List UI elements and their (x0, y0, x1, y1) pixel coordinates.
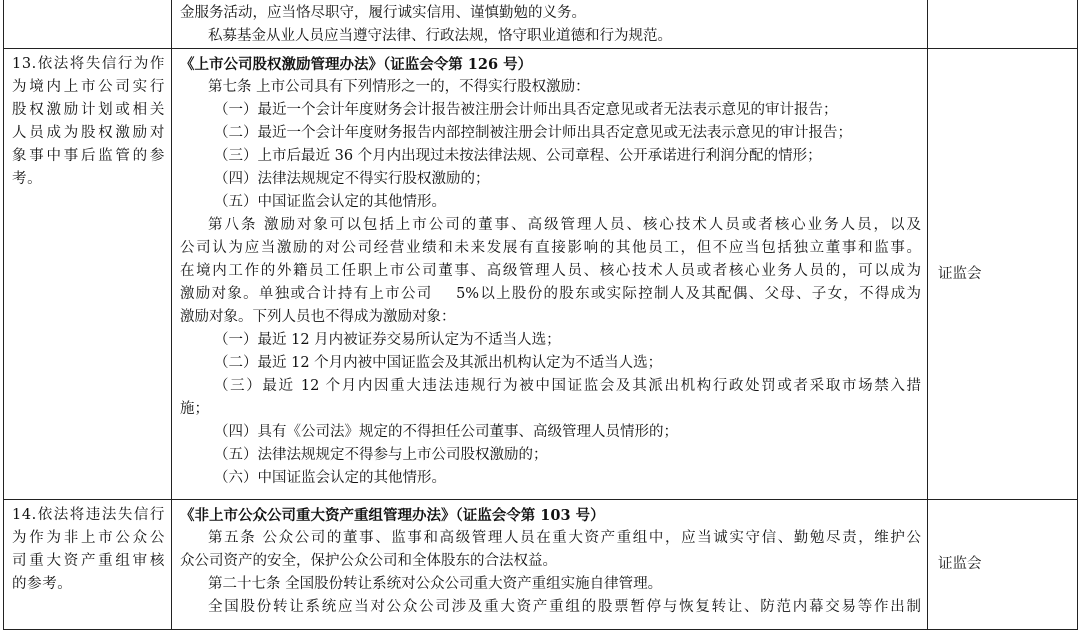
agency-cell (928, 49, 1078, 500)
measure-text-line: 为境内上市公司实行 (12, 79, 165, 95)
measure-text-line: 象事中事后监管的参 (12, 148, 165, 164)
text-line: 私募基金从业人员应当遵守法律、行政法规，恪守职业道德和行为规范。 (208, 28, 672, 44)
clause-line: （六）中国证监会认定的其他情形。 (214, 470, 446, 486)
measure-text-line: 人员成为股权激励对 (12, 125, 165, 141)
article-line: 第二十七条 全国股份转让系统对公众公司重大资产重组实施自律管理。 (208, 576, 663, 592)
regulation-title: 《非上市公众公司重大资产重组管理办法》（证监会令第 103 号） (180, 507, 605, 524)
table-row-continuation (4, 0, 1078, 49)
article-line: 在境内工作的外籍员工任职上市公司董事、高级管理人员、核心技术人员或者核心业务人员的，可以成为 (180, 263, 921, 279)
clause-line: （三）最近 12 个月内因重大违法违规行为被中国证监会及其派出机构行政处罚或者采取市场禁入措 (214, 378, 921, 394)
article-line: 第七条 上市公司具有下列情形之一的，不得实行股权激励： (208, 79, 590, 95)
agency-label: 证监会 (938, 556, 982, 572)
regulation-title: 《上市公司股权激励管理办法》（证监会令第 126 号） (180, 56, 533, 73)
measure-text-line: 14.依法将违法失信行 (12, 507, 165, 523)
measure-text-line: 考。 (12, 171, 43, 187)
article-line: 第五条 公众公司的董事、监事和高级管理人员在重大资产重组中，应当诚实守信、勤勉尽责，维护公 (208, 530, 921, 546)
agency-cell (928, 500, 1078, 630)
clause-line: （四）具有《公司法》规定的不得担任公司董事、高级管理人员情形的； (214, 424, 678, 440)
regulation-table (3, 0, 1078, 630)
clause-line: （五）法律法规规定不得参与上市公司股权激励的； (214, 447, 548, 463)
agency-label: 证监会 (938, 265, 982, 282)
clause-line: （四）法律法规规定不得实行股权激励的； (214, 171, 490, 187)
clause-line: （二）最近一个会计年度财务报告内部控制被注册会计师出具否定意见或无法表示意见的审计报告； (214, 125, 852, 141)
measure-text-line: 股权激励计划或相关 (12, 102, 165, 118)
clause-line: （二）最近 12 个月内被中国证监会及其派出机构认定为不适当人选； (214, 355, 663, 371)
text-line: 金服务活动，应当恪尽职守，履行诚实信用、谨慎勤勉的义务。 (180, 5, 586, 21)
clause-line: （一）最近一个会计年度财务会计报告被注册会计师出具否定意见或者无法表示意见的审计报告； (214, 102, 838, 118)
policy-text-cell (172, 0, 928, 49)
agency-cell-empty (928, 0, 1078, 49)
table-row-14 (4, 500, 1078, 630)
clause-line: （五）中国证监会认定的其他情形。 (214, 194, 446, 210)
article-line: 众公司资产的安全，保护公众公司和全体股东的合法权益。 (180, 553, 557, 569)
measure-cell-empty (4, 0, 172, 49)
measure-text-line: 13.依法将失信行为作 (12, 56, 165, 72)
article-line: 激励对象。下列人员也不得成为激励对象： (180, 309, 456, 325)
measure-cell (4, 500, 172, 630)
measure-text-line: 司重大资产重组审核 (12, 553, 165, 569)
measure-text-line: 的参考。 (12, 576, 73, 592)
article-line: 第八条 激励对象可以包括上市公司的董事、高级管理人员、核心技术人员或者核心业务人员，以及 (208, 217, 921, 233)
article-line: 公司认为应当激励的对公司经营业绩和未来发展有直接影响的其他员工，但不应当包括独立董事和监事。 (180, 240, 921, 256)
measure-cell (4, 49, 172, 500)
clause-line: 施； (180, 401, 209, 417)
table-row-13 (4, 49, 1078, 500)
clause-line: （一）最近 12 月内被证券交易所认定为不适当人选； (214, 332, 561, 348)
policy-text-cell (172, 49, 928, 500)
article-line: 全国股份转让系统应当对公众公司涉及重大资产重组的股票暂停与恢复转让、防范内幕交易等作出制 (208, 599, 921, 615)
measure-text-line: 为作为非上市公众公 (12, 530, 165, 546)
policy-text-cell (172, 500, 928, 630)
clause-line: （三）上市后最近 36 个月内出现过未按法律法规、公司章程、公开承诺进行利润分配的情形； (214, 148, 822, 164)
article-line: 激励对象。单独或合计持有上市公司 5%以上股份的股东或实际控制人及其配偶、父母、子女，不得成为 (180, 286, 921, 302)
